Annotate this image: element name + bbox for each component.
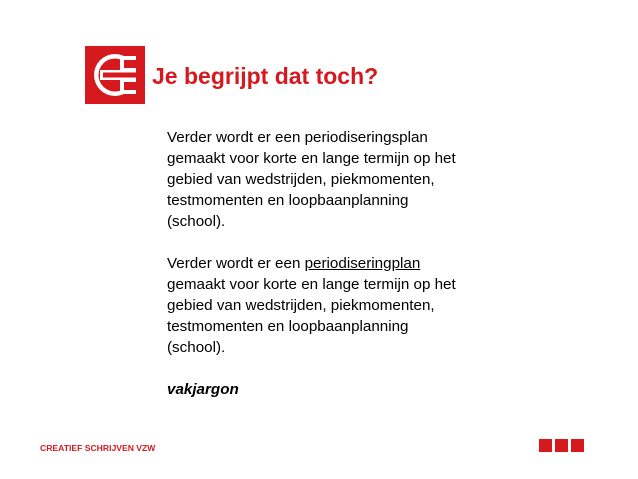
paragraph-1-line: gebied van wedstrijden, piekmomenten,	[167, 171, 435, 188]
paragraph-2-first-line	[167, 253, 497, 274]
paragraph-2-line: gemaakt voor korte en lange termijn op het	[167, 276, 456, 293]
paragraph-2-line: (school).	[167, 339, 226, 356]
cs-logo-icon	[85, 46, 145, 104]
paragraph-1-line: testmomenten en loopbaanplanning	[167, 192, 409, 209]
paragraph-2-line: gebied van wedstrijden, piekmomenten,	[167, 297, 435, 314]
slide-title: Je begrijpt dat toch?	[152, 63, 379, 89]
underlined-term: periodiseringplan	[304, 255, 421, 272]
paragraph-1-line: gemaakt voor korte en lange termijn op het	[167, 150, 456, 167]
paragraph-2-prefix: Verder wordt er een	[167, 255, 305, 272]
footer-organization: CREATIEF SCHRIJVEN VZW	[40, 443, 156, 453]
paragraph-1-line: (school).	[167, 213, 226, 230]
paragraph-2	[167, 253, 497, 358]
jargon-label: vakjargon	[167, 381, 239, 398]
paragraph-1	[167, 127, 497, 232]
paragraph-2-line: testmomenten en loopbaanplanning	[167, 318, 409, 335]
paragraph-1-line: Verder wordt er een periodiseringsplan	[167, 129, 428, 146]
slide-body	[167, 127, 497, 400]
three-red-squares-icon	[539, 439, 584, 452]
